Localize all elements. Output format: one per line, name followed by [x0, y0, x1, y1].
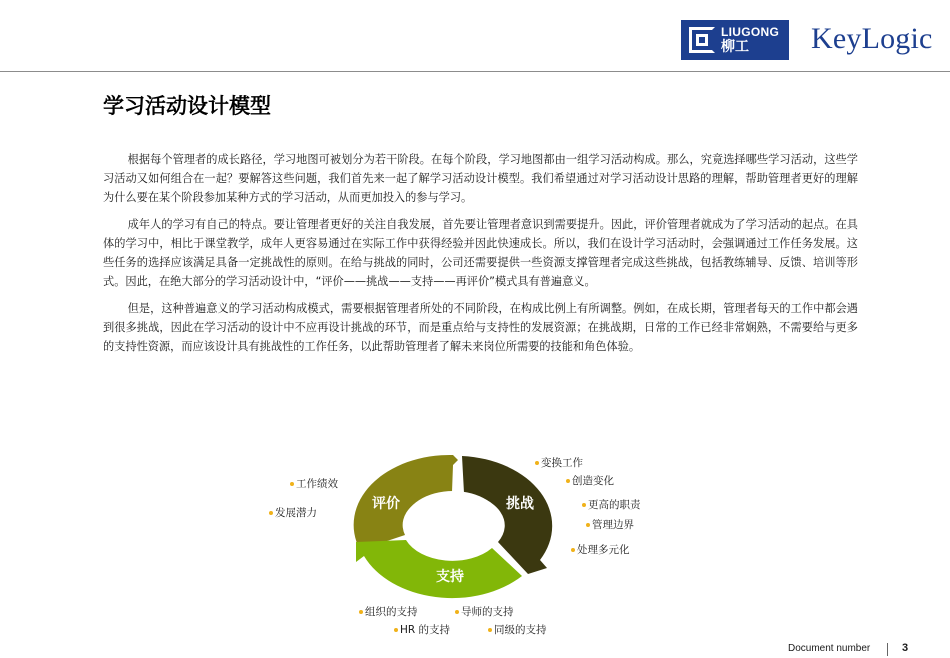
bullet-dot-icon — [586, 523, 590, 527]
liugong-logo-en: LIUGONG — [721, 25, 780, 39]
bullet-dot-icon — [488, 628, 492, 632]
keylogic-logo: KeyLogic — [811, 22, 933, 55]
segment-label-challenge: 挑战 — [506, 496, 534, 512]
bullet-dot-icon — [571, 548, 575, 552]
challenge-item: 管理边界 — [586, 517, 634, 532]
paragraph-1: 根据每个管理者的成长路径，学习地图可被划分为若干阶段。在每个阶段，学习地图都由一组学习活动构成。那么，究竟选择哪些学习活动，这些学习活动又如何组合在一起？要解答这些问题，我们首先来一起了解学习活动设计模型。我们希望通过对学习活动设计思路的理解，帮助管理者更好的理解为什么要在某个阶段参加某种方式的学习活动，从而更加投入的参与学习。 — [103, 153, 858, 204]
page-title: 学习活动设计模型 — [103, 94, 271, 118]
document-number-label: Document number — [788, 643, 871, 654]
support-item: HR 的支持 — [394, 622, 450, 637]
segment-label-support: 支持 — [436, 569, 464, 585]
liugong-logo-cn: 柳工 — [721, 39, 749, 55]
bullet-dot-icon — [535, 461, 539, 465]
bullet-dot-icon — [582, 503, 586, 507]
support-item: 导师的支持 — [455, 604, 514, 619]
liugong-logo — [681, 20, 789, 60]
segment-label-evaluate: 评价 — [372, 496, 400, 512]
support-item: 组织的支持 — [359, 604, 418, 619]
challenge-item: 处理多元化 — [571, 542, 630, 557]
paragraph-3: 但是，这种普遍意义的学习活动构成模式，需要根据管理者所处的不同阶段，在构成比例上有所调整。例如，在成长期，管理者每天的工作中都会遇到很多挑战，因此在学习活动的设计中不应再设计挑战的环节，而是重点给与支持性的发展资源；在挑战期，日常的工作已经非常娴熟，不需要给与更多的支持性资源，而应该设计具有挑战性的工作任务，以此帮助管理者了解未来岗位所需要的技能和角色体验。 — [103, 302, 858, 353]
evaluate-item: 发展潜力 — [269, 505, 317, 520]
bullet-dot-icon — [566, 479, 570, 483]
bullet-dot-icon — [455, 610, 459, 614]
liugong-mark-icon — [689, 27, 715, 53]
header-divider — [0, 71, 950, 72]
paragraph-2: 成年人的学习有自己的特点。要让管理者更好的关注自我发展，首先要让管理者意识到需要提升。因此，评价管理者就成为了学习活动的起点。在具体的学习中，相比于课堂教学，成年人更容易通过在实际工作中获得经验并因此快速成长。所以，我们在设计学习活动时，会强调通过工作任务发展。这些任务的选择应该满足具备一定挑战性的原则。在给与挑战的同时，公司还需要提供一些资源支撑管理者完成这些挑战，包括教练辅导、反馈、培训等形式。因此，在绝大部分的学习活动设计中，“评价——挑战——支持——再评价”模式具有普遍意义。 — [103, 218, 858, 288]
page-number: 3 — [902, 642, 909, 654]
footer-divider — [887, 643, 888, 656]
challenge-item: 创造变化 — [566, 473, 614, 488]
bullet-dot-icon — [290, 482, 294, 486]
challenge-item: 更高的职责 — [582, 497, 641, 512]
bullet-dot-icon — [359, 610, 363, 614]
evaluate-item: 工作绩效 — [290, 476, 338, 491]
challenge-item: 变换工作 — [535, 455, 583, 470]
support-item: 同级的支持 — [488, 622, 547, 637]
bullet-dot-icon — [394, 628, 398, 632]
bullet-dot-icon — [269, 511, 273, 515]
